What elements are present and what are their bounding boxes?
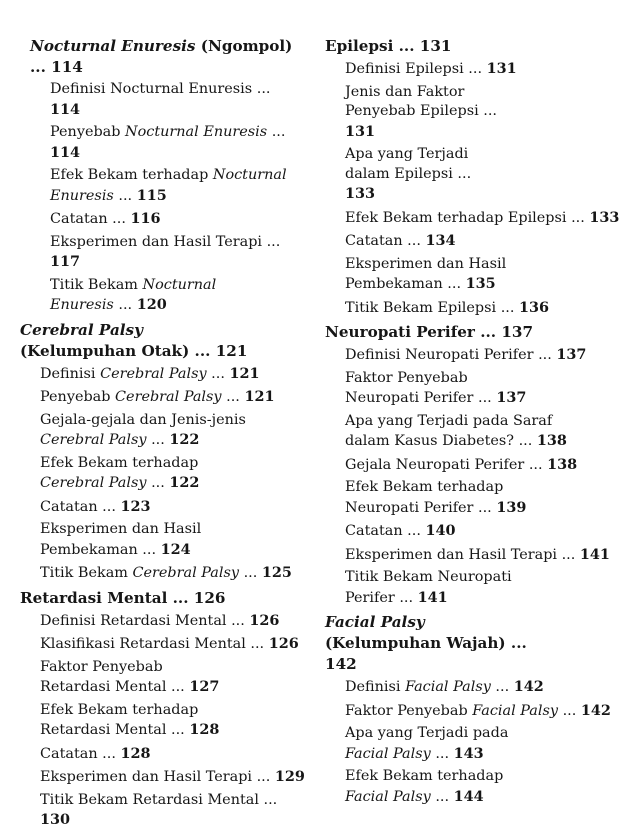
toc-item[interactable]: Jenis dan Faktor Penyebab Epilepsi ... 131 — [345, 83, 497, 140]
toc-item[interactable]: Efek Bekam terhadap Nocturnal Enuresis ... 115 — [50, 167, 287, 204]
toc-column-left — [20, 36, 305, 834]
toc-column-right — [325, 36, 619, 810]
toc-item[interactable]: Catatan ... 123 — [40, 497, 151, 515]
toc-item[interactable]: Klasifikasi Retardasi Mental ... 126 — [40, 635, 299, 652]
toc-item[interactable]: Definisi Cerebral Palsy ... 121 — [40, 364, 260, 382]
toc-item[interactable]: Efek Bekam terhadap Cerebral Palsy ... 122 — [40, 454, 200, 491]
toc-item[interactable]: Efek Bekam terhadap Facial Palsy ... 144 — [345, 768, 504, 805]
toc-item[interactable]: Eksperimen dan Hasil Pembekaman ... 135 — [345, 255, 507, 292]
toc-item[interactable]: Penyebab Nocturnal Enuresis ... 114 — [50, 124, 286, 161]
toc-item[interactable]: Apa yang Terjadi pada Facial Palsy ... 143 — [345, 725, 509, 762]
toc-item[interactable]: Definisi Neuropati Perifer ... 137 — [345, 346, 587, 363]
toc-item[interactable]: Gejala-gejala dan Jenis-jenis Cerebral Palsy ... 122 — [40, 411, 246, 448]
toc-item[interactable]: Gejala Neuropati Perifer ... 138 — [345, 455, 578, 473]
toc-item[interactable]: Eksperimen dan Hasil Pembekaman ... 124 — [40, 521, 202, 558]
toc-heading-nocturnal-enuresis[interactable]: Nocturnal Enuresis (Ngompol) ... 114 — [30, 37, 293, 76]
toc-item[interactable]: Definisi Epilepsi ... 131 — [345, 60, 517, 77]
toc-item[interactable]: Catatan ... 128 — [40, 744, 151, 762]
toc-item[interactable]: Eksperimen dan Hasil Terapi ... 117 — [50, 233, 281, 270]
toc-item[interactable]: Penyebab Cerebral Palsy ... 121 — [40, 388, 275, 405]
toc-item[interactable]: Titik Bekam Retardasi Mental ... 130 — [40, 791, 278, 828]
toc-item[interactable]: Faktor Penyebab Neuropati Perifer ... 137 — [345, 369, 527, 406]
toc-item[interactable]: Apa yang Terjadi pada Saraf dalam Kasus Diabetes? ... 138 — [345, 412, 567, 449]
toc-heading-neuropati-perifer[interactable]: Neuropati Perifer ... 137 — [325, 323, 534, 341]
toc-item[interactable]: Eksperimen dan Hasil Terapi ... 141 — [345, 545, 610, 563]
toc-item[interactable]: Faktor Penyebab Retardasi Mental ... 127 — [40, 658, 220, 695]
toc-item[interactable]: Titik Bekam Nocturnal Enuresis ... 120 — [50, 276, 217, 313]
toc-item[interactable]: Titik Bekam Cerebral Palsy ... 125 — [40, 564, 292, 581]
toc-item[interactable]: Efek Bekam terhadap Neuropati Perifer ... 139 — [345, 479, 527, 516]
toc-item[interactable]: Efek Bekam terhadap Retardasi Mental ... 128 — [40, 701, 220, 738]
toc-heading-facial-palsy[interactable]: Facial Palsy (Kelumpuhan Wajah) ... 142 — [325, 613, 527, 673]
toc-item[interactable]: Efek Bekam terhadap Epilepsi ... 133 — [345, 208, 619, 226]
toc-item[interactable]: Definisi Facial Palsy ... 142 — [345, 678, 544, 695]
toc-item[interactable]: Titik Bekam Neuropati Perifer ... 141 — [345, 569, 512, 606]
toc-item[interactable]: Catatan ... 140 — [345, 522, 456, 539]
toc-item[interactable]: Catatan ... 134 — [345, 232, 456, 249]
toc-item[interactable]: Definisi Retardasi Mental ... 126 — [40, 611, 280, 629]
toc-item[interactable]: Catatan ... 116 — [50, 210, 161, 227]
toc-item[interactable]: Titik Bekam Epilepsi ... 136 — [345, 298, 550, 316]
toc-heading-cerebral-palsy[interactable]: Cerebral Palsy (Kelumpuhan Otak) ... 121 — [20, 320, 248, 360]
toc-item[interactable]: Faktor Penyebab Facial Palsy ... 142 — [345, 701, 611, 719]
toc-heading-epilepsi[interactable]: Epilepsi ... 131 — [325, 37, 452, 55]
toc-item[interactable]: Eksperimen dan Hasil Terapi ... 129 — [40, 768, 305, 785]
toc-item[interactable]: Apa yang Terjadi dalam Epilepsi ... 133 — [345, 146, 472, 202]
toc-item[interactable]: Definisi Nocturnal Enuresis ... 114 — [50, 81, 271, 118]
toc-heading-retardasi-mental[interactable]: Retardasi Mental ... 126 — [20, 588, 226, 607]
